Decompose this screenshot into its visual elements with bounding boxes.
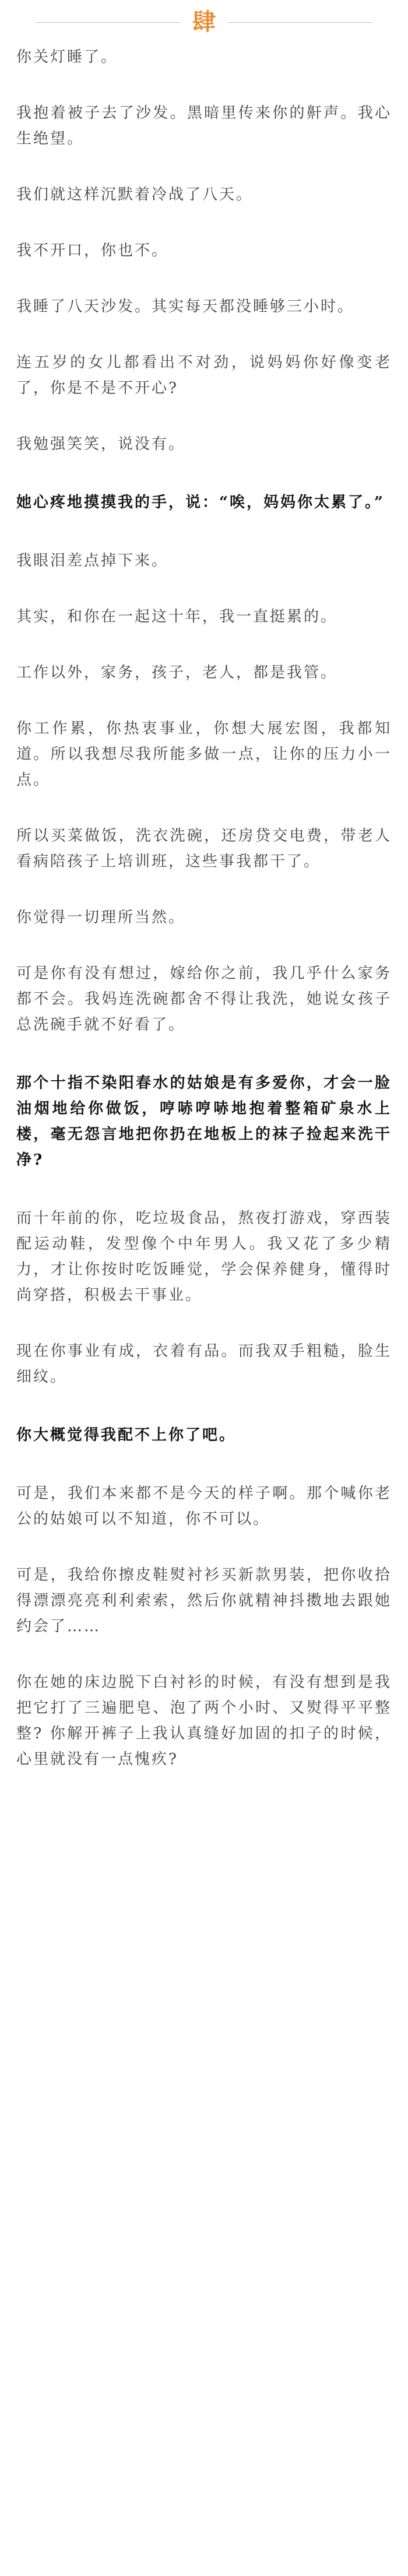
paragraph: 我们就这样沉默着冷战了八天。 (16, 186, 254, 203)
paragraph: 而十年前的你，吃垃圾食品，熬夜打游戏，穿西装配运动鞋，发型像个中年男人。我又花了多少精力，才让你按时吃饭睡觉，学会保养健身，懂得时尚穿搭，积极去干事业。 (16, 1210, 392, 1304)
paragraph: 其实，和你在一起这十年，我一直挺累的。 (16, 608, 338, 625)
header-divider-right (227, 22, 373, 23)
chapter-title: 肆 (181, 10, 227, 34)
paragraph: 我睡了八天沙发。其实每天都没睡够三小时。 (16, 298, 355, 315)
paragraph: 连五岁的女儿都看出不对劲，说妈妈你好像变老了，你是不是不开心? (16, 354, 392, 397)
paragraph: 工作以外，家务，孩子，老人，都是我管。 (16, 664, 338, 681)
paragraph: 可是，我们本来都不是今天的样子啊。那个喊你老公的姑娘可以不知道，你不可以。 (16, 1485, 392, 1528)
emphasized-paragraph: 那个十指不染阳春水的姑娘是有多爱你，才会一脸油烟地给你做饭，哼哧哼哧地抱着整箱矿泉水上楼，毫无怨言地把你扔在地板上的袜子捡起来洗干净? (16, 1074, 392, 1169)
paragraph: 我勉强笑笑，说没有。 (16, 435, 186, 453)
paragraph: 我不开口，你也不。 (16, 242, 169, 259)
paragraph: 你工作累，你热衷事业，你想大展宏图，我都知道。所以我想尽我所能多做一点，让你的压力小一点。 (16, 720, 392, 789)
paragraph: 我抱着被子去了沙发。黑暗里传来你的鼾声。我心生绝望。 (16, 104, 392, 147)
emphasized-paragraph: 你大概觉得我配不上你了吧。 (16, 1426, 237, 1444)
paragraph: 你在她的床边脱下白衬衫的时候，有没有想到是我把它打了三遍肥皂、泡了两个小时、又熨得平平整整? 你解开裤子上我认真缝好加固的扣子的时候，心里就没有一点愧疚? (16, 1674, 392, 1768)
emphasized-paragraph: 她心疼地摸摸我的手，说：“唉，妈妈你太累了。” (16, 494, 385, 511)
paragraph: 可是，我给你擦皮鞋熨衬衫买新款男装，把你收拾得漂漂亮亮利利索索，然后你就精神抖擞地去跟她约会了…… (16, 1566, 392, 1635)
header-divider-left (35, 22, 181, 23)
paragraph: 所以买菜做饭，洗衣洗碗，还房贷交电费，带老人看病陪孩子上培训班，这些事我都干了。 (16, 827, 392, 870)
chapter-header (16, 0, 392, 44)
paragraph: 现在你事业有成，衣着有品。而我双手粗糙，脸生细纹。 (16, 1343, 392, 1386)
paragraph: 你关灯睡了。 (16, 48, 118, 66)
paragraph: 我眼泪差点掉下来。 (16, 552, 169, 570)
paragraph: 可是你有没有想过，嫁给你之前，我几乎什么家务都不会。我妈连洗碗都舍不得让我洗，她说女孩子总洗碗手就不好看了。 (16, 965, 392, 1034)
paragraph: 你觉得一切理所当然。 (16, 909, 186, 926)
